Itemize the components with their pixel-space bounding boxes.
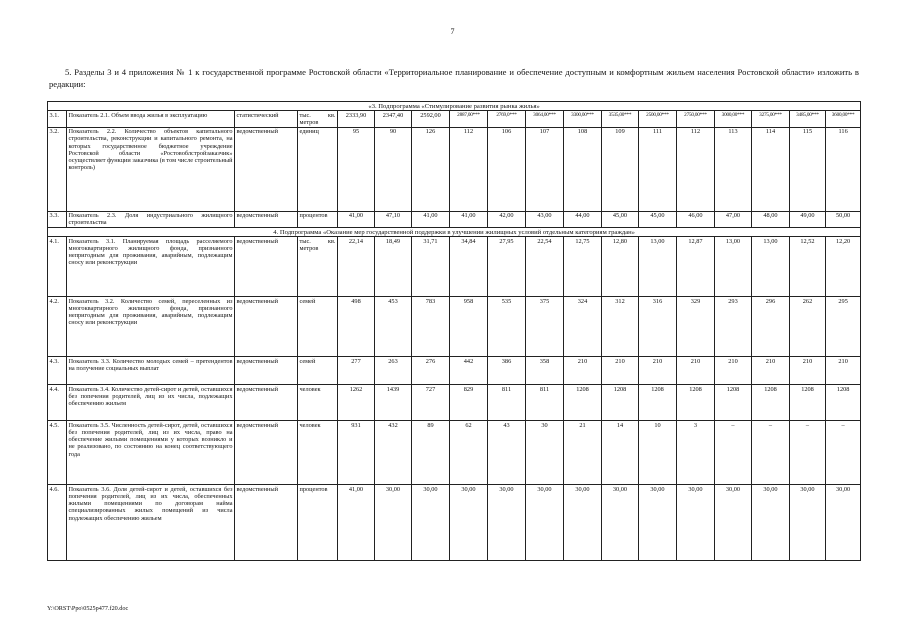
indicator-name: Показатель 3.6. Доля детей-сирот и детей, оставшихся без попечения родителей, лиц из их числа, обеспеченных жилыми помещениями по договорам найма специализированных жилых помещений из числа подлежащих обеспечению жильем (67, 485, 235, 561)
table-row (48, 485, 861, 561)
value-cell: 30,00 (752, 485, 790, 561)
row-number: 3.2. (48, 127, 67, 211)
value-cell: 3000,00*** (715, 111, 752, 127)
indicator-name: Показатель 3.1. Планируемая площадь расселяемого многоквартирного жилищного фонда, признанного непригодным для проживания, аварийным, подлежащим сносу или реконструкции (67, 237, 235, 297)
value-cell: 958 (450, 297, 488, 357)
value-cell: 3064,00*** (526, 111, 564, 127)
value-cell: 43 (488, 421, 526, 485)
value-cell: 112 (450, 127, 488, 211)
unit-cell: человек (298, 421, 338, 485)
value-cell: 30,00 (677, 485, 715, 561)
value-cell: 111 (639, 127, 677, 211)
intro-paragraph: 5. Разделы 3 и 4 приложения № 1 к государственной программе Ростовской области «Территориальное планирование и обеспечение доступным и комфортным жильем населения Ростовской области» изложить в редакции: (49, 67, 859, 89)
section-title: 4. Подпрограмма «Оказание мер государственной поддержки в улучшении жилищных условий отдельным категориям граждан» (48, 228, 861, 237)
value-cell: 12,87 (677, 237, 715, 297)
value-cell: 50,00 (826, 211, 861, 227)
value-cell: 22,54 (526, 237, 564, 297)
value-cell: 43,00 (526, 211, 564, 227)
value-cell: 30,00 (412, 485, 450, 561)
indicators-table (47, 101, 861, 561)
value-cell: 3300,00*** (564, 111, 602, 127)
value-cell: 30,00 (526, 485, 564, 561)
row-number: 4.5. (48, 421, 67, 485)
value-cell: 1208 (826, 385, 861, 421)
value-cell: 49,00 (790, 211, 826, 227)
value-cell: 30,00 (826, 485, 861, 561)
indicator-type: ведомственный (235, 297, 298, 357)
value-cell: 829 (450, 385, 488, 421)
value-cell: 931 (338, 421, 375, 485)
section-header-row (48, 102, 861, 111)
value-cell: 811 (488, 385, 526, 421)
value-cell: 210 (639, 357, 677, 385)
value-cell: 324 (564, 297, 602, 357)
indicator-type: ведомственный (235, 421, 298, 485)
indicator-name: Показатель 2.1. Объем ввода жилья в эксплуатацию (67, 111, 235, 127)
value-cell: 210 (564, 357, 602, 385)
value-cell: 41,00 (338, 485, 375, 561)
value-cell: – (715, 421, 752, 485)
value-cell: 2500,00*** (639, 111, 677, 127)
value-cell: 115 (790, 127, 826, 211)
unit-cell: процентов (298, 485, 338, 561)
value-cell: 13,00 (715, 237, 752, 297)
value-cell: 3535,00*** (602, 111, 639, 127)
value-cell: 90 (375, 127, 412, 211)
value-cell: 3600,00*** (826, 111, 861, 127)
table-row (48, 127, 861, 211)
table-row (48, 111, 861, 127)
indicator-type: ведомственный (235, 127, 298, 211)
value-cell: 34,84 (450, 237, 488, 297)
table-row (48, 297, 861, 357)
value-cell: 30,00 (715, 485, 752, 561)
value-cell: 535 (488, 297, 526, 357)
value-cell: 293 (715, 297, 752, 357)
value-cell: 48,00 (752, 211, 790, 227)
unit-cell: семей (298, 357, 338, 385)
indicator-type: ведомственный (235, 237, 298, 297)
value-cell: 210 (826, 357, 861, 385)
value-cell: 41,00 (338, 211, 375, 227)
value-cell: 210 (715, 357, 752, 385)
value-cell: 30,00 (602, 485, 639, 561)
value-cell: 3 (677, 421, 715, 485)
value-cell: 31,71 (412, 237, 450, 297)
value-cell: 41,00 (450, 211, 488, 227)
value-cell: 12,75 (564, 237, 602, 297)
value-cell: 47,10 (375, 211, 412, 227)
value-cell: 1262 (338, 385, 375, 421)
value-cell: 30,00 (790, 485, 826, 561)
value-cell: 46,00 (677, 211, 715, 227)
value-cell: 21 (564, 421, 602, 485)
value-cell: 2887,00*** (450, 111, 488, 127)
row-number: 4.3. (48, 357, 67, 385)
value-cell: 18,49 (375, 237, 412, 297)
value-cell: 30,00 (488, 485, 526, 561)
value-cell: 329 (677, 297, 715, 357)
value-cell: 108 (564, 127, 602, 211)
table-row (48, 211, 861, 227)
value-cell: 1208 (790, 385, 826, 421)
table-row (48, 357, 861, 385)
value-cell: 30,00 (375, 485, 412, 561)
value-cell: 42,00 (488, 211, 526, 227)
value-cell: 27,95 (488, 237, 526, 297)
value-cell: 109 (602, 127, 639, 211)
value-cell: – (826, 421, 861, 485)
value-cell: 1208 (752, 385, 790, 421)
value-cell: 114 (752, 127, 790, 211)
value-cell: 498 (338, 297, 375, 357)
value-cell: 263 (375, 357, 412, 385)
value-cell: 106 (488, 127, 526, 211)
value-cell: 44,00 (564, 211, 602, 227)
value-cell: 2750,00*** (677, 111, 715, 127)
indicator-name: Показатель 2.2. Количество объектов капитального строительства, реконструкции и капитального ремонта, на которых государственное бюджетное учреждение Ростовской области «Ростовоблстройзаказчик» осуществляет функции заказчика (в том числе строительный контроль) (67, 127, 235, 211)
row-number: 3.3. (48, 211, 67, 227)
value-cell: 453 (375, 297, 412, 357)
value-cell: 107 (526, 127, 564, 211)
value-cell: 1208 (564, 385, 602, 421)
unit-cell: единиц (298, 127, 338, 211)
value-cell: – (752, 421, 790, 485)
row-number: 3.1. (48, 111, 67, 127)
value-cell: 432 (375, 421, 412, 485)
indicator-name: Показатель 3.3. Количество молодых семей – претендентов на получение социальных выплат (67, 357, 235, 385)
unit-cell: семей (298, 297, 338, 357)
table-row (48, 385, 861, 421)
value-cell: 375 (526, 297, 564, 357)
page-number: 7 (450, 27, 455, 36)
value-cell: 312 (602, 297, 639, 357)
value-cell: 210 (790, 357, 826, 385)
indicator-type: ведомственный (235, 485, 298, 561)
value-cell: 1208 (602, 385, 639, 421)
section-header-row (48, 228, 861, 237)
value-cell: 727 (412, 385, 450, 421)
value-cell: 210 (602, 357, 639, 385)
value-cell: 2333,90 (338, 111, 375, 127)
value-cell: 1208 (639, 385, 677, 421)
value-cell: 358 (526, 357, 564, 385)
value-cell: 783 (412, 297, 450, 357)
value-cell: 13,00 (752, 237, 790, 297)
row-number: 4.2. (48, 297, 67, 357)
value-cell: 262 (790, 297, 826, 357)
value-cell: 12,20 (826, 237, 861, 297)
value-cell: 1439 (375, 385, 412, 421)
unit-cell: человек (298, 385, 338, 421)
value-cell: 13,00 (639, 237, 677, 297)
value-cell: 47,00 (715, 211, 752, 227)
value-cell: 10 (639, 421, 677, 485)
value-cell: 210 (677, 357, 715, 385)
value-cell: 2347,40 (375, 111, 412, 127)
row-number: 4.1. (48, 237, 67, 297)
value-cell: 14 (602, 421, 639, 485)
value-cell: 95 (338, 127, 375, 211)
value-cell: 113 (715, 127, 752, 211)
row-number: 4.6. (48, 485, 67, 561)
indicator-type: ведомственный (235, 385, 298, 421)
value-cell: 30 (526, 421, 564, 485)
table-row (48, 421, 861, 485)
indicator-name: Показатель 3.2. Количество семей, переселенных из многоквартирного жилищного фонда, признанного непригодным для проживания, аварийным, подлежащим сносу или реконструкции (67, 297, 235, 357)
value-cell: 386 (488, 357, 526, 385)
value-cell: 277 (338, 357, 375, 385)
value-cell: 12,80 (602, 237, 639, 297)
file-path-footer: Y:\ORST\Ppo\0525p477.f20.doc (47, 605, 129, 612)
table-row (48, 237, 861, 297)
indicator-name: Показатель 3.4. Количество детей-сирот и детей, оставшихся без попечения родителей, лиц из их числа, подлежащих обеспечению жильем (67, 385, 235, 421)
value-cell: 30,00 (450, 485, 488, 561)
value-cell: 276 (412, 357, 450, 385)
value-cell: 210 (752, 357, 790, 385)
value-cell: 62 (450, 421, 488, 485)
value-cell: 112 (677, 127, 715, 211)
value-cell: 811 (526, 385, 564, 421)
value-cell: 3485,00*** (790, 111, 826, 127)
value-cell: 1208 (677, 385, 715, 421)
value-cell: 296 (752, 297, 790, 357)
unit-cell: тыс. кв. метров (299, 111, 336, 126)
value-cell: 116 (826, 127, 861, 211)
value-cell: 22,14 (338, 237, 375, 297)
unit-cell: процентов (298, 211, 338, 227)
indicator-name: Показатель 3.5. Численность детей-сирот, детей, оставшихся без попечения родителей, лиц из их числа, право на обеспечение жилыми помещениями у которых возникло и не реализовано, по состоянию на конец соответствующего года (67, 421, 235, 485)
value-cell: 2769,0*** (488, 111, 526, 127)
value-cell: 89 (412, 421, 450, 485)
value-cell: 45,00 (639, 211, 677, 227)
value-cell: 2592,00 (412, 111, 450, 127)
value-cell: 45,00 (602, 211, 639, 227)
value-cell: 316 (639, 297, 677, 357)
indicator-type: ведомственный (235, 211, 298, 227)
value-cell: 295 (826, 297, 861, 357)
value-cell: 30,00 (564, 485, 602, 561)
value-cell: 3275,00*** (752, 111, 790, 127)
indicator-name: Показатель 2.3. Доля индустриального жилищного строительства (68, 212, 233, 227)
value-cell: 30,00 (639, 485, 677, 561)
value-cell: 1208 (715, 385, 752, 421)
value-cell: – (790, 421, 826, 485)
indicator-type: статистический (235, 111, 298, 127)
value-cell: 12,52 (790, 237, 826, 297)
section-title: «3. Подпрограмма «Стимулирование развития рынка жилья» (48, 102, 861, 111)
unit-cell: тыс. кв. метров (298, 237, 338, 297)
value-cell: 442 (450, 357, 488, 385)
value-cell: 126 (412, 127, 450, 211)
row-number: 4.4. (48, 385, 67, 421)
indicator-type: ведомственный (235, 357, 298, 385)
value-cell: 41,00 (412, 211, 450, 227)
